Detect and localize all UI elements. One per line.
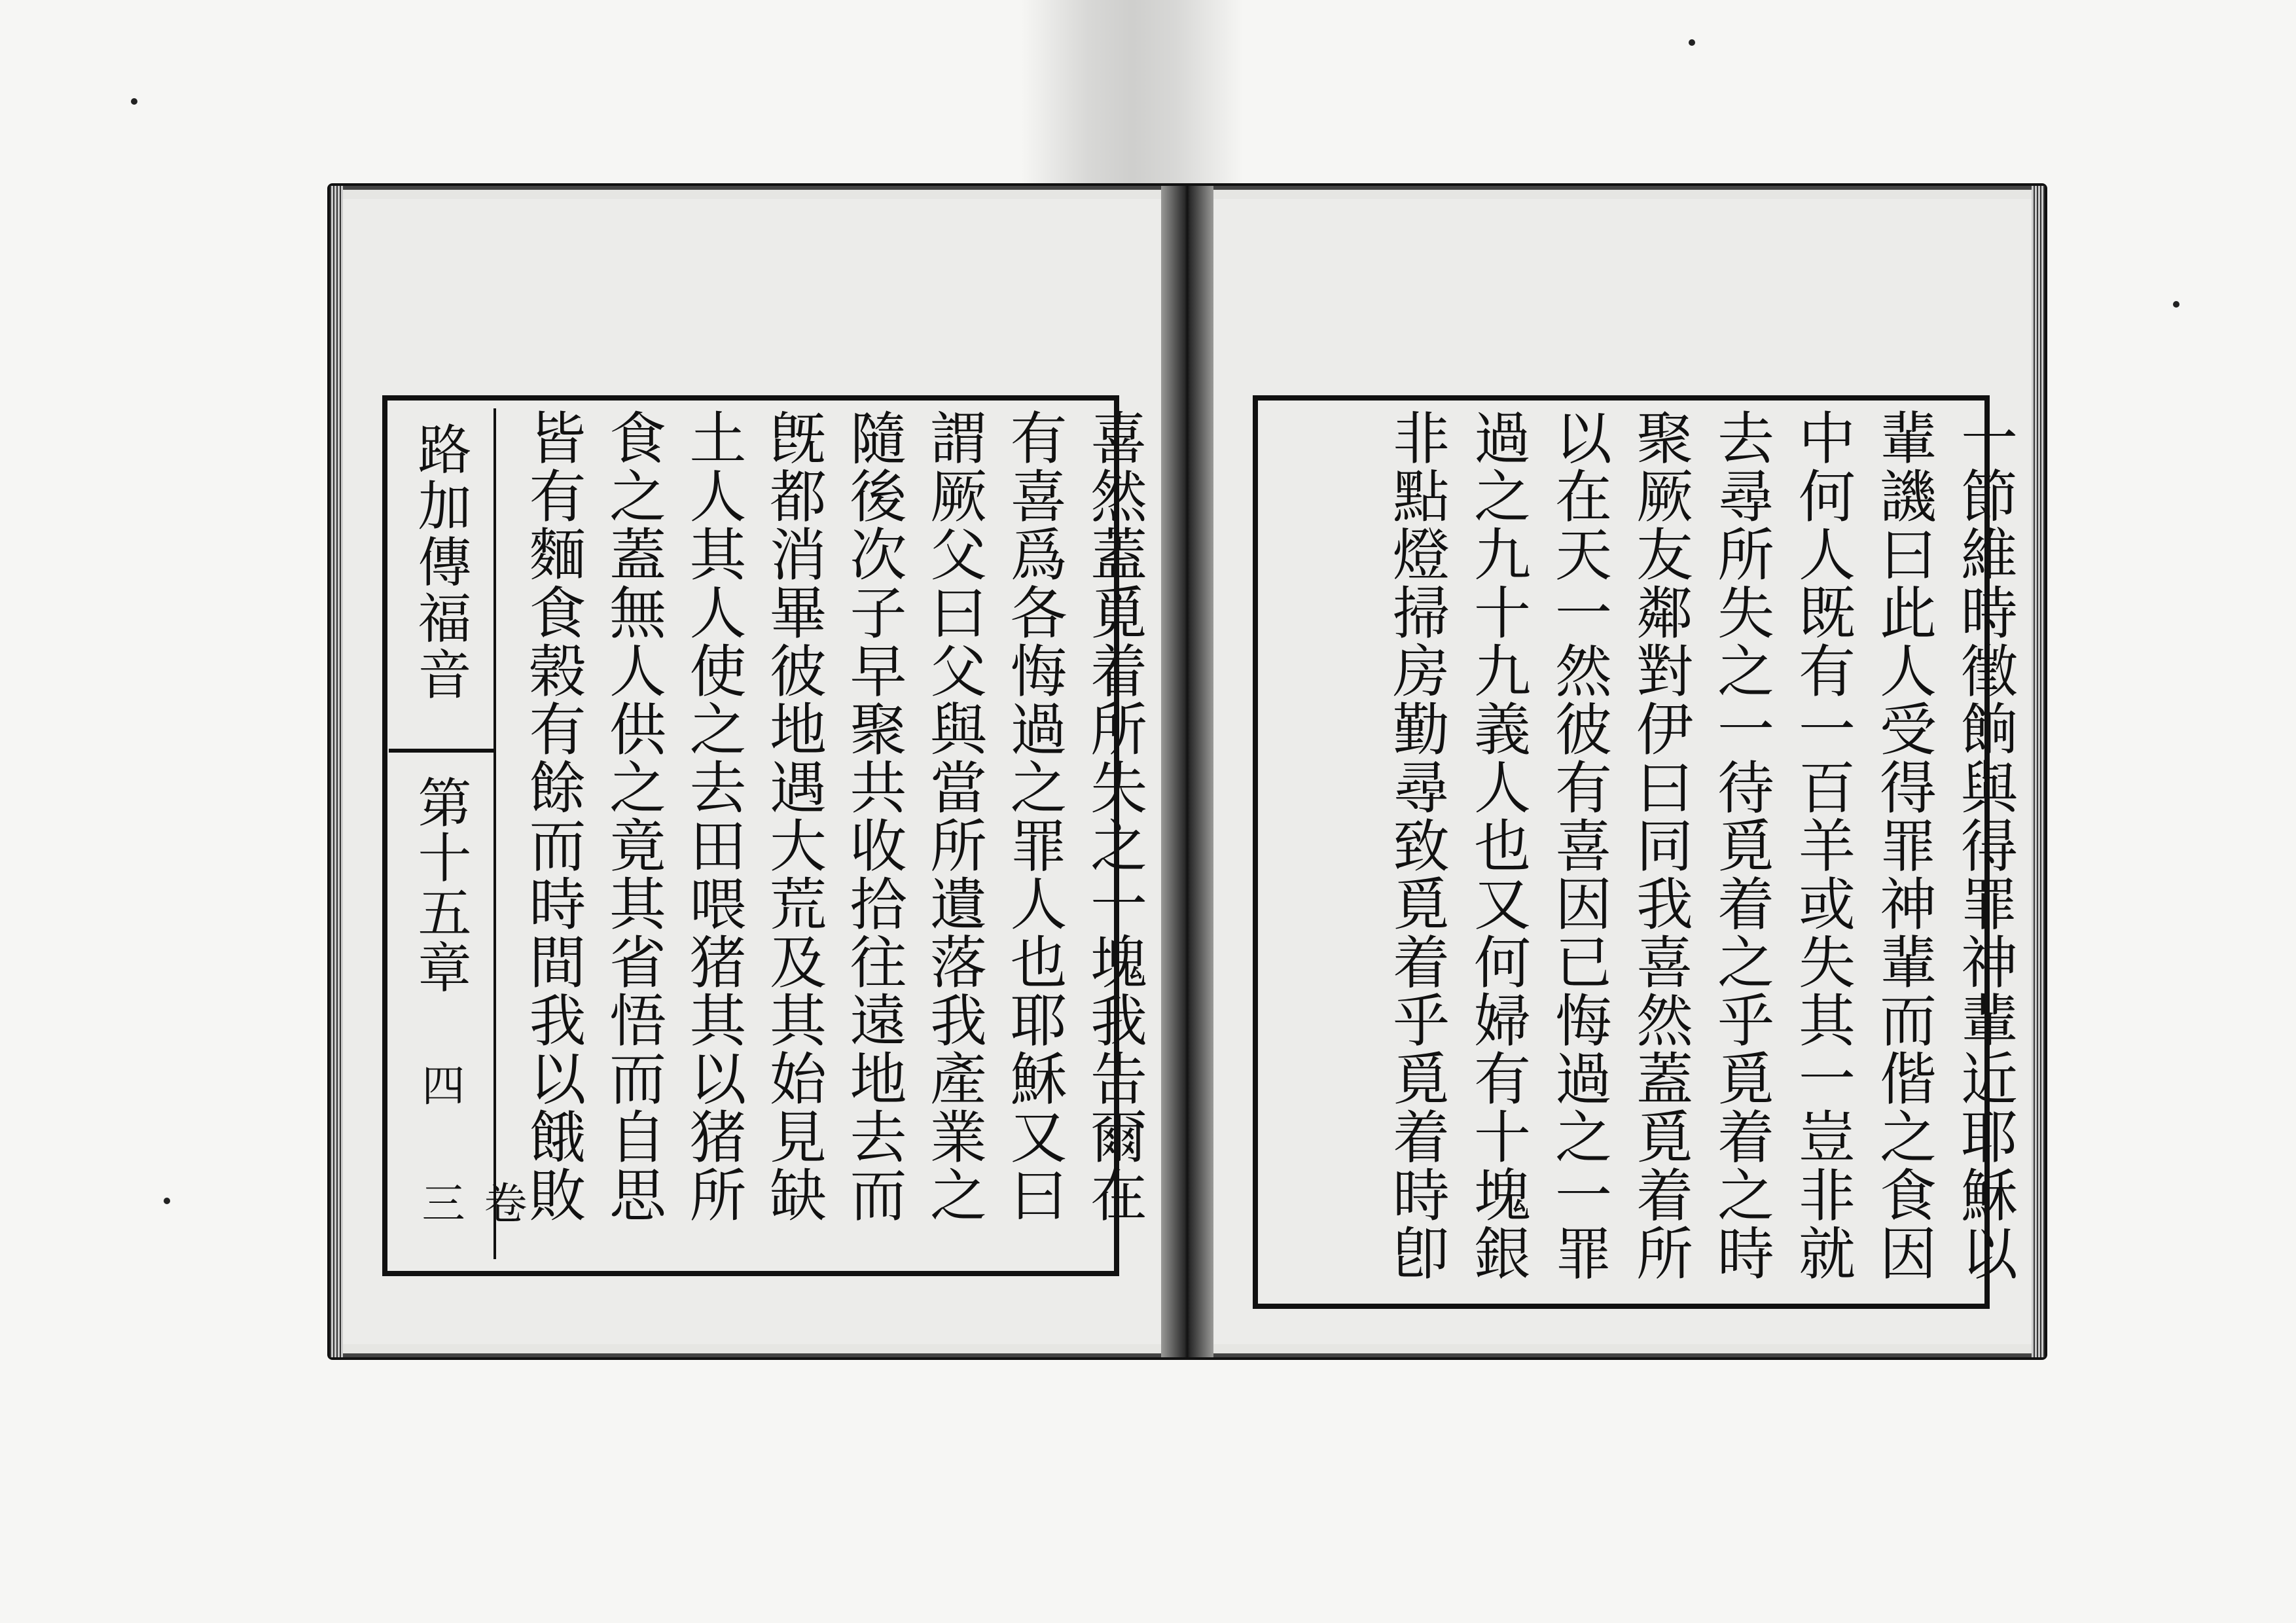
scan-speck [164,1198,170,1204]
open-book [327,183,2047,1360]
text-column: 有喜爲各悔過之罪人也耶穌又曰 [1000,408,1067,1224]
right-text-columns [1220,408,2025,1298]
book-title: 路加傳福音 [409,421,471,703]
left-page [343,199,1161,1344]
right-page [1213,199,2032,1344]
scan-speck [131,98,137,105]
scan-speck [2173,301,2179,308]
left-text-columns [513,408,1155,1266]
folio-number: 四 [414,1063,465,1106]
text-column: 去尋所失之一待覓着之乎覓着之時 [1708,408,1774,1282]
chapter-label: 第十五章 [409,775,471,995]
text-column: 謂厥父曰父與當所遺落我產業之 [920,408,987,1224]
scanner-shadow [1021,0,1244,196]
text-column: 以在天一然彼有喜因已悔過之一罪 [1545,408,1612,1282]
text-column: 聚厥友鄰對伊曰同我喜然蓋覓着所 [1626,408,1693,1282]
text-column: 皆有麵食榖有餘而時間我以餓敗 [519,408,586,1224]
text-column: 食之蓋無人供之竟其省悟而自思 [600,408,666,1224]
text-column: 隨後次子早聚共收拾往遠地去而 [840,408,907,1224]
text-column: 土人其人使之去田喂猪其以猪所 [679,408,747,1224]
banner-divider [389,749,493,753]
page-edges-left [330,186,343,1357]
text-column: 旣都消畢彼地遇大荒及其始見缺 [760,408,827,1224]
scan-speck [1689,39,1695,46]
volume-label: 卷三 [414,1181,527,1224]
text-column: 中何人既有一百羊或失其一豈非就 [1789,408,1856,1282]
text-column: 喜然蓋覓着所失之一塊我告爾在 [1081,408,1147,1224]
book-spine [1161,186,1213,1357]
page-banner [389,408,527,1259]
text-column: 輩譏曰此人受得罪神輩而偕之食因 [1870,408,1937,1282]
text-column: 一節維時徵餉與得罪神輩近耶穌以 [1951,408,2018,1282]
text-column: 過之九十九義人也又何婦有十塊銀 [1464,408,1531,1282]
page-edges-right [2032,186,2045,1357]
text-column: 非點燈掃房勤尋致覓着乎覓着時卽 [1383,408,1450,1282]
